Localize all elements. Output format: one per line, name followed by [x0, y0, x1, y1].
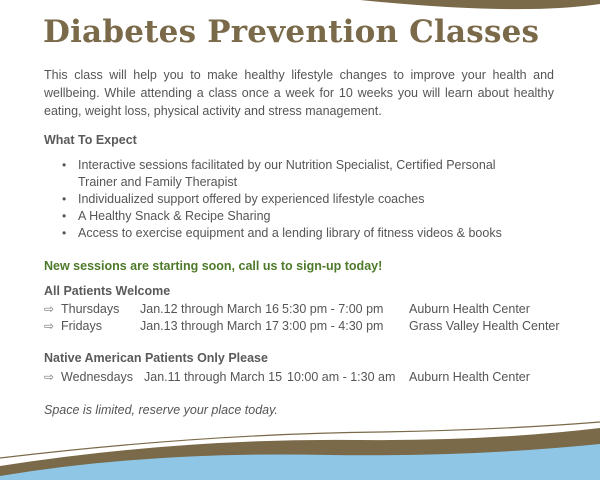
bullet-icon: •	[62, 158, 67, 172]
page-title: Diabetes Prevention Classes	[43, 14, 540, 50]
schedule-location: Grass Valley Health Center	[409, 319, 560, 333]
schedule-location: Auburn Health Center	[409, 302, 530, 316]
bottom-wave-decoration	[0, 420, 600, 480]
arrow-right-icon: ⇨	[44, 302, 55, 316]
bullet-icon: •	[62, 226, 67, 240]
top-swoosh-decoration	[0, 0, 600, 14]
schedule-day: Thursdays	[61, 302, 120, 316]
schedule-dates: Jan.13 through March 17	[140, 319, 279, 333]
all-patients-heading: All Patients Welcome	[44, 284, 171, 298]
schedule-time: 5:30 pm - 7:00 pm	[282, 302, 384, 316]
schedule-dates: Jan.11 through March 15	[144, 370, 283, 384]
what-to-expect-heading: What To Expect	[44, 133, 137, 147]
schedule-location: Auburn Health Center	[409, 370, 530, 384]
bullet-icon: •	[62, 209, 67, 223]
list-item: • Individualized support offered by experienced lifestyle coaches	[62, 192, 425, 206]
list-item: • A Healthy Snack & Recipe Sharing	[62, 209, 271, 223]
schedule-day: Fridays	[61, 319, 102, 333]
schedule-dates: Jan.12 through March 16	[140, 302, 279, 316]
bullet-icon: •	[62, 192, 67, 206]
schedule-time: 10:00 am - 1:30 am	[287, 370, 396, 384]
space-limited-note: Space is limited, reserve your place today.	[44, 403, 278, 417]
intro-paragraph: This class will help you to make healthy lifestyle changes to improve your health and wellbeing. While attending a class once a week for 10 weeks you will learn about healthy eating, weight loss, physical activity and stress management.	[44, 68, 554, 118]
expect-list	[60, 157, 530, 242]
schedule-day: Wednesdays	[61, 370, 134, 384]
list-item: • Access to exercise equipment and a lending library of fitness videos & books	[62, 226, 502, 240]
native-patients-heading: Native American Patients Only Please	[44, 351, 268, 365]
arrow-right-icon: ⇨	[44, 319, 55, 333]
signup-tagline: New sessions are starting soon, call us to sign-up today!	[44, 259, 383, 273]
list-item: • Interactive sessions facilitated by our Nutrition Specialist, Certified Personal Trainer and Family Therapist	[62, 158, 496, 189]
schedule-time: 3:00 pm - 4:30 pm	[282, 319, 384, 333]
arrow-right-icon: ⇨	[44, 370, 55, 384]
